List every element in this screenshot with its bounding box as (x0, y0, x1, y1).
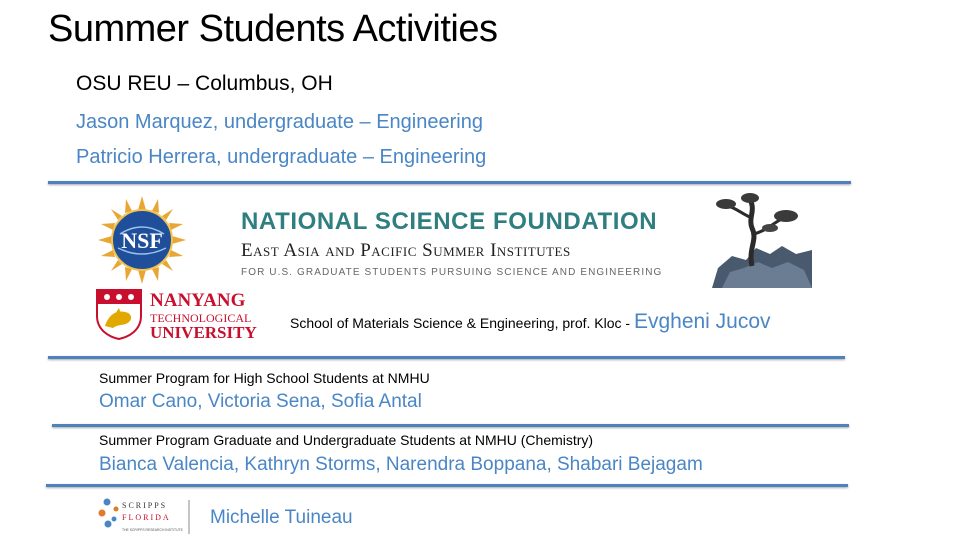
scripps-florida-logo (96, 494, 192, 536)
osu-student: Patricio Herrera, undergraduate – Engineering (76, 146, 487, 168)
nmhu-hs-students: Omar Cano, Victoria Sena, Sofia Antal (99, 391, 422, 412)
nmhu-grad-students: Bianca Valencia, Kathryn Storms, Narendra Boppana, Shabari Bejagam (99, 454, 703, 475)
nsf-title: NATIONAL SCIENCE FOUNDATION (241, 208, 658, 235)
ntu-student: Evgheni Jucov (633, 310, 771, 333)
ntu-school-line (290, 310, 771, 334)
ntu-logo-line: TECHNOLOGICAL (150, 311, 252, 325)
nsf-seal-text: NSF (121, 228, 163, 253)
ntu-logo-line: NANYANG (150, 290, 246, 311)
ntu-logo (150, 289, 270, 341)
section-divider (48, 181, 851, 184)
osu-student: Jason Marquez, undergraduate – Engineering (76, 111, 483, 133)
scripps-logo-line: THE SCRIPPS RESEARCH INSTITUTE (122, 528, 183, 532)
ntu-logo-line: UNIVERSITY (150, 323, 257, 341)
bonsai-tree-image (712, 188, 812, 288)
nsf-seal-logo (98, 196, 186, 284)
osu-heading: OSU REU – Columbus, OH (76, 72, 333, 95)
slide-title: Summer Students Activities (48, 8, 498, 50)
section-divider (46, 484, 848, 487)
nsf-subtitle: East Asia and Pacific Summer Institutes (241, 240, 571, 261)
scripps-logo-line: FLORIDA (122, 513, 171, 522)
ntu-crest-logo (95, 288, 143, 340)
section-divider (48, 356, 845, 359)
nmhu-hs-program: Summer Program for High School Students at NMHU (99, 370, 430, 386)
scripps-logo-line: SCRIPPS (122, 501, 168, 510)
ntu-school-text: School of Materials Science & Engineering, prof. Kloc - (290, 315, 634, 331)
nmhu-grad-program: Summer Program Graduate and Undergraduate Students at NMHU (Chemistry) (99, 432, 594, 448)
section-divider (52, 424, 849, 427)
scripps-student: Michelle Tuineau (210, 507, 353, 528)
nsf-tagline: FOR U.S. GRADUATE STUDENTS PURSUING SCIENCE AND ENGINEERING (241, 267, 663, 278)
